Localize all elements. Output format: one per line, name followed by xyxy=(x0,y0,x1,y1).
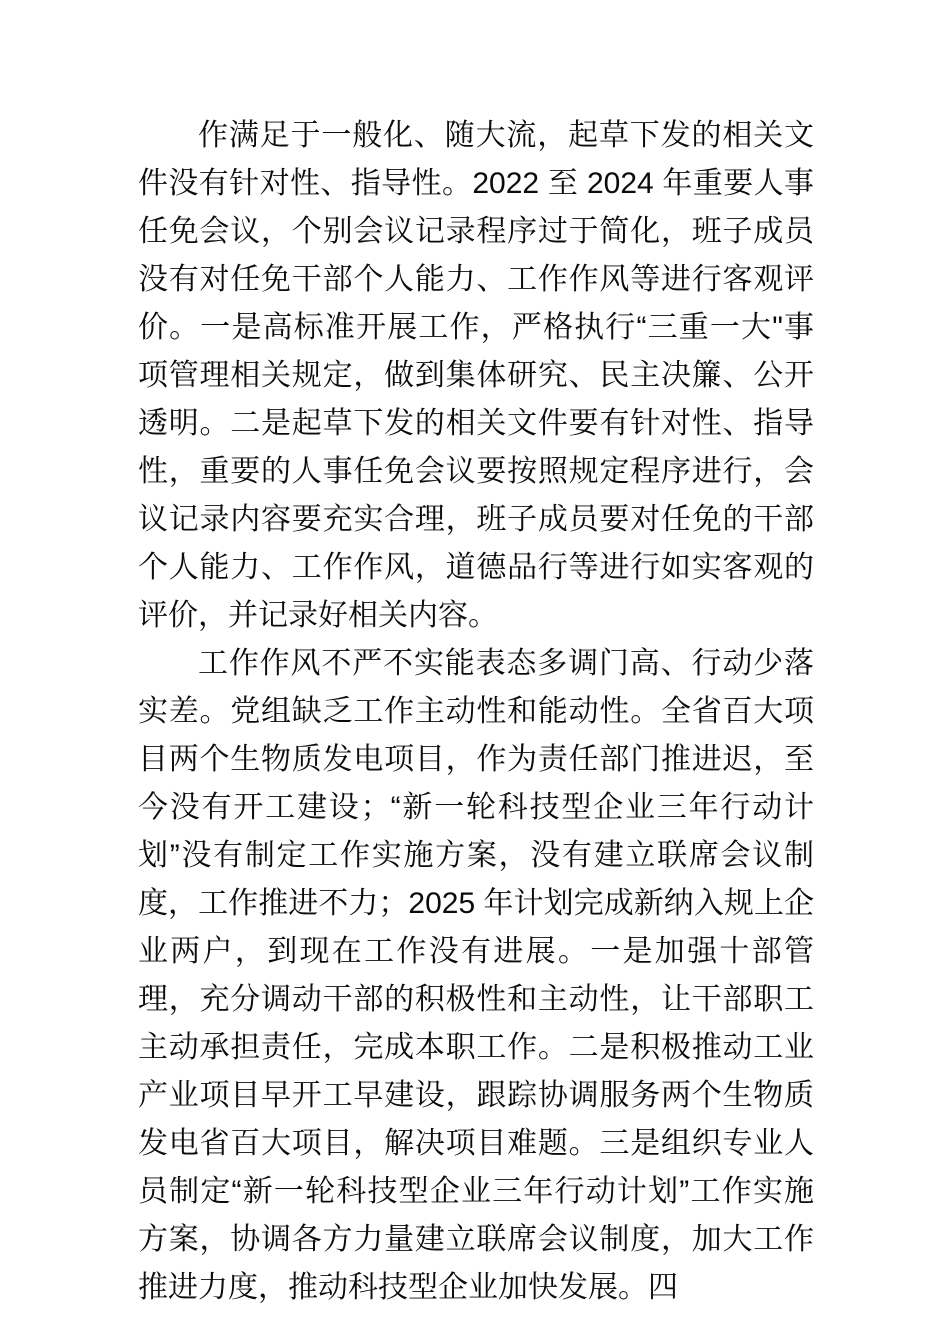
document-text-block xyxy=(138,112,814,1312)
body-paragraph-1: 作满足于一般化、随大流，起草下发的相关文件没有针对性、指导性。2022 至 2024 年重要人事任免会议，个别会议记录程序过于简化，班子成员没有对任免干部个人能力、工作作风等进行客观评价。一是高标准开展工作，严格执行“三重一大"事项管理相关规定，做到集体研究、民主决簾、公开透明。二是起草下发的相关文件要有针对性、指导性，重要的人事任免会议要按照规定程序进行，会议记录内容要充实合理，班子成员要对任免的干部个人能力、工作作风，道德品行等进行如实客观的评价，并记录好相关内容。 xyxy=(138,119,814,632)
body-paragraph-2: 工作作风不严不实能表态多调门高、行动少落实差。党组缺乏工作主动性和能动性。全省百大项目两个生物质发电项目，作为责任部门推进迟，至今没有开工建设；“新一轮科技型企业三年行动计划”没有制定工作实施方案，没有建立联席会议制度，工作推进不力；2025 年计划完成新纳入规上企业两户，到现在工作没有进展。一是加强十部管理，充分调动干部的积极性和主动性，让干部职工主动承担责任，完成本职工作。二是积极推动工业产业项目早开工早建设，跟踪协调服务两个生物质发电省百大项目，解决项目难题。三是组织专业人员制定“新一轮科技型企业三年行动计划”工作实施方案，协调各方力量建立联席会议制度，加大工作推进力度，推动科技型企业加快发展。四 xyxy=(138,647,814,1304)
